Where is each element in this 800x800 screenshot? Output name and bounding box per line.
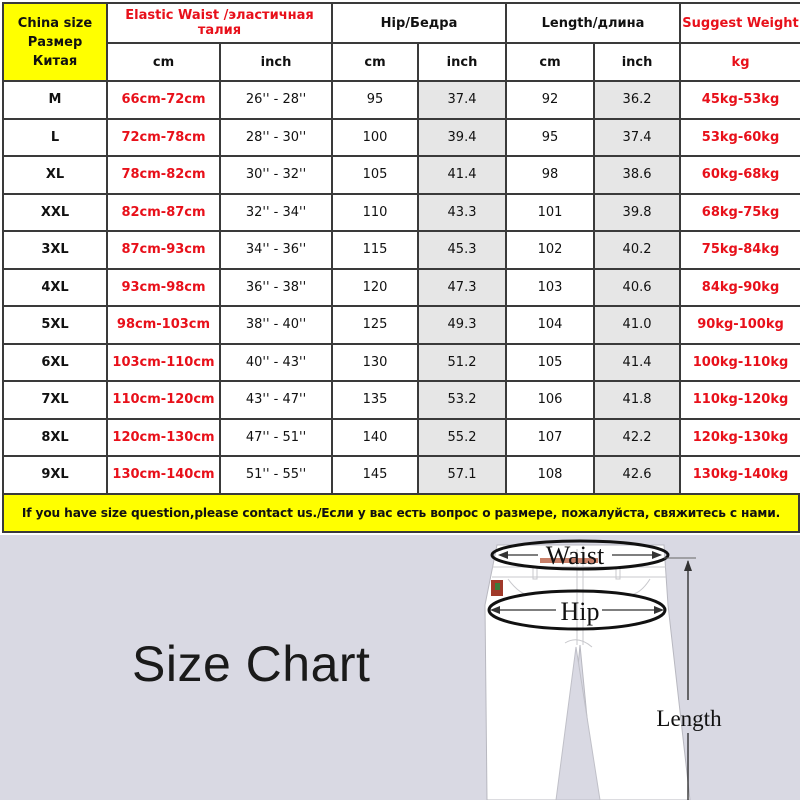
weight-cell: 60kg-68kg (680, 156, 800, 194)
waist-inch-cell: 38'' - 40'' (220, 306, 332, 344)
waist-cm-cell: 103cm-110cm (107, 344, 220, 382)
size-cell: 6XL (3, 344, 107, 382)
waist-cm-cell: 82cm-87cm (107, 194, 220, 232)
size-cell: XXL (3, 194, 107, 232)
weight-cell: 130kg-140kg (680, 456, 800, 494)
length-inch-cell: 40.2 (594, 231, 680, 269)
weight-kg-unit: kg (680, 43, 800, 81)
hip-inch-cell: 51.2 (418, 344, 506, 382)
hip-header: Hip/Бедра (332, 3, 506, 43)
hip-inch-cell: 39.4 (418, 119, 506, 157)
waist-cm-cell: 72cm-78cm (107, 119, 220, 157)
china-size-label-ru: Размер Китая (27, 34, 83, 69)
waist-cm-cell: 110cm-120cm (107, 381, 220, 419)
length-inch-cell: 41.0 (594, 306, 680, 344)
size-chart-title: Size Chart (132, 636, 371, 692)
size-cell: M (3, 81, 107, 119)
hip-cm-cell: 110 (332, 194, 418, 232)
hip-cm-cell: 140 (332, 419, 418, 457)
table-row (3, 194, 800, 232)
hip-inch-cell: 49.3 (418, 306, 506, 344)
length-header: Length/длина (506, 3, 680, 43)
size-cell: 5XL (3, 306, 107, 344)
waist-inch-cell: 36'' - 38'' (220, 269, 332, 307)
waist-cm-cell: 98cm-103cm (107, 306, 220, 344)
waist-inch-unit: inch (220, 43, 332, 81)
waist-inch-cell: 26'' - 28'' (220, 81, 332, 119)
weight-cell: 110kg-120kg (680, 381, 800, 419)
table-row (3, 231, 800, 269)
header-row-1 (3, 3, 800, 43)
weight-cell: 100kg-110kg (680, 344, 800, 382)
size-cell: XL (3, 156, 107, 194)
size-cell: 7XL (3, 381, 107, 419)
waist-cm-cell: 66cm-72cm (107, 81, 220, 119)
length-cm-cell: 103 (506, 269, 594, 307)
hip-inch-cell: 53.2 (418, 381, 506, 419)
hip-label: Hip (560, 597, 600, 626)
size-cell: 8XL (3, 419, 107, 457)
length-cm-unit: cm (506, 43, 594, 81)
size-cell: 4XL (3, 269, 107, 307)
length-inch-cell: 41.4 (594, 344, 680, 382)
table-row (3, 306, 800, 344)
table-row (3, 269, 800, 307)
length-inch-cell: 41.8 (594, 381, 680, 419)
waist-inch-cell: 32'' - 34'' (220, 194, 332, 232)
length-inch-cell: 39.8 (594, 194, 680, 232)
weight-cell: 45kg-53kg (680, 81, 800, 119)
hip-cm-cell: 120 (332, 269, 418, 307)
hip-cm-cell: 95 (332, 81, 418, 119)
china-size-label-en: China size (17, 15, 93, 31)
hip-cm-cell: 105 (332, 156, 418, 194)
length-inch-cell: 38.6 (594, 156, 680, 194)
length-cm-cell: 102 (506, 231, 594, 269)
length-cm-cell: 106 (506, 381, 594, 419)
waist-cm-cell: 87cm-93cm (107, 231, 220, 269)
length-inch-cell: 42.6 (594, 456, 680, 494)
size-cell: L (3, 119, 107, 157)
table-row (3, 344, 800, 382)
hip-inch-cell: 55.2 (418, 419, 506, 457)
waist-inch-cell: 51'' - 55'' (220, 456, 332, 494)
weight-cell: 90kg-100kg (680, 306, 800, 344)
length-inch-cell: 36.2 (594, 81, 680, 119)
pants-measurement-diagram (0, 535, 800, 800)
contact-banner (2, 493, 800, 533)
table-row (3, 419, 800, 457)
weight-cell: 68kg-75kg (680, 194, 800, 232)
table-row (3, 381, 800, 419)
length-inch-unit: inch (594, 43, 680, 81)
length-cm-cell: 92 (506, 81, 594, 119)
size-table (2, 2, 800, 495)
waist-inch-cell: 28'' - 30'' (220, 119, 332, 157)
hip-cm-cell: 125 (332, 306, 418, 344)
weight-cell: 84kg-90kg (680, 269, 800, 307)
hip-inch-cell: 43.3 (418, 194, 506, 232)
waist-inch-cell: 40'' - 43'' (220, 344, 332, 382)
pants-illustration (485, 545, 690, 800)
length-inch-cell: 37.4 (594, 119, 680, 157)
hip-inch-cell: 45.3 (418, 231, 506, 269)
length-cm-cell: 108 (506, 456, 594, 494)
size-chart-graphic (0, 535, 800, 800)
weight-cell: 53kg-60kg (680, 119, 800, 157)
waist-inch-cell: 47'' - 51'' (220, 419, 332, 457)
hip-inch-cell: 57.1 (418, 456, 506, 494)
length-cm-cell: 107 (506, 419, 594, 457)
hip-cm-cell: 115 (332, 231, 418, 269)
waist-cm-cell: 93cm-98cm (107, 269, 220, 307)
waist-inch-cell: 30'' - 32'' (220, 156, 332, 194)
hip-inch-cell: 41.4 (418, 156, 506, 194)
china-size-header (3, 3, 107, 81)
hip-cm-cell: 130 (332, 344, 418, 382)
size-table-body (3, 81, 800, 494)
length-cm-cell: 95 (506, 119, 594, 157)
waist-inch-cell: 43'' - 47'' (220, 381, 332, 419)
elastic-waist-header: Elastic Waist /эластичная талия (107, 3, 332, 43)
hip-cm-cell: 100 (332, 119, 418, 157)
length-cm-cell: 104 (506, 306, 594, 344)
table-row (3, 119, 800, 157)
weight-cell: 75kg-84kg (680, 231, 800, 269)
table-row (3, 456, 800, 494)
hip-cm-cell: 145 (332, 456, 418, 494)
waist-cm-cell: 120cm-130cm (107, 419, 220, 457)
waist-measure (492, 541, 668, 570)
hip-measure (489, 591, 665, 629)
contact-banner-text: If you have size question,please contact us./Если у вас есть вопрос о размере, пожалуйста, свяжитесь с нами. (21, 506, 781, 520)
header-row-2 (3, 43, 800, 81)
length-cm-cell: 105 (506, 344, 594, 382)
hip-inch-cell: 47.3 (418, 269, 506, 307)
hip-cm-unit: cm (332, 43, 418, 81)
length-inch-cell: 40.6 (594, 269, 680, 307)
table-row (3, 81, 800, 119)
waist-label: Waist (545, 541, 605, 570)
table-row (3, 156, 800, 194)
size-cell: 3XL (3, 231, 107, 269)
suggest-weight-header: Suggest Weight (680, 3, 800, 43)
length-cm-cell: 101 (506, 194, 594, 232)
hip-inch-unit: inch (418, 43, 506, 81)
length-cm-cell: 98 (506, 156, 594, 194)
waist-cm-unit: cm (107, 43, 220, 81)
waist-inch-cell: 34'' - 36'' (220, 231, 332, 269)
hip-inch-cell: 37.4 (418, 81, 506, 119)
weight-cell: 120kg-130kg (680, 419, 800, 457)
waist-cm-cell: 78cm-82cm (107, 156, 220, 194)
length-inch-cell: 42.2 (594, 419, 680, 457)
length-label: Length (656, 706, 722, 731)
size-cell: 9XL (3, 456, 107, 494)
hip-cm-cell: 135 (332, 381, 418, 419)
waist-cm-cell: 130cm-140cm (107, 456, 220, 494)
